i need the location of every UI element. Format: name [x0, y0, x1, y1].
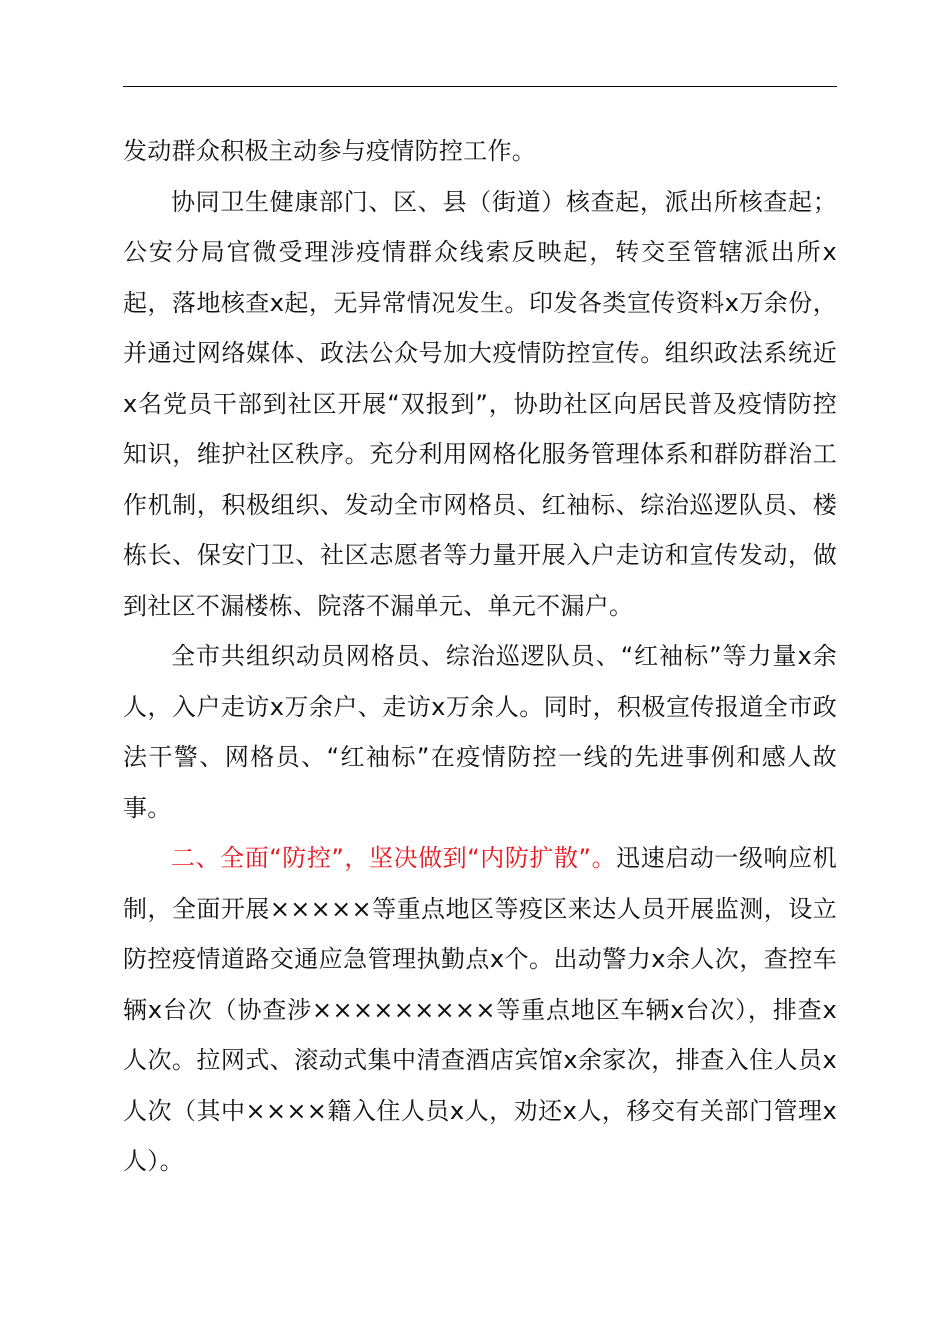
- paragraph: [123, 833, 837, 1187]
- paragraph-text: 全市共组织动员网格员、综治巡逻队员、“红袖标”等力量x余人，入户走访x万余户、走访x万余人。同时，积极宣传报道全市政法干警、网格员、“红袖标”在疫情防控一线的先进事例和感人故事。: [123, 642, 837, 822]
- paragraph: [123, 631, 837, 833]
- paragraph-text: 迅速启动一级响应机制，全面开展×××××等重点地区等疫区来达人员开展监测，设立防控疫情道路交通应急管理执勤点x个。出动警力x余人次，查控车辆x台次（协查涉×××××××××等重点地区车辆x台次），排查x人次。拉网式、滚动式集中清查酒店宾馆x余家次，排查入住人员x人次（其中××××籍入住人员x人，劝还x人，移交有关部门管理x人）。: [123, 844, 838, 1175]
- paragraph-text: 发动群众积极主动参与疫情防控工作。: [123, 137, 537, 165]
- paragraph: [123, 126, 837, 177]
- document-body: [123, 126, 837, 1187]
- paragraph-text: 协同卫生健康部门、区、县（街道）核查起，派出所核查起；公安分局官微受理涉疫情群众线索反映起，转交至管辖派出所x起，落地核查x起，无异常情况发生。印发各类宣传资料x万余份，并通过网络媒体、政法公众号加大疫情防控宣传。组织政法系统近x名党员干部到社区开展“双报到”，协助社区向居民普及疫情防控知识，维护社区秩序。充分利用网格化服务管理体系和群防群治工作机制，积极组织、发动全市网格员、红袖标、综治巡逻队员、楼栋长、保安门卫、社区志愿者等力量开展入户走访和宣传发动，做到社区不漏楼栋、院落不漏单元、单元不漏户。: [123, 187, 837, 620]
- header-rule: [123, 86, 837, 87]
- section-heading: 二、全面“防控”，坚决做到“内防扩散”。: [171, 844, 617, 872]
- paragraph: [123, 177, 837, 632]
